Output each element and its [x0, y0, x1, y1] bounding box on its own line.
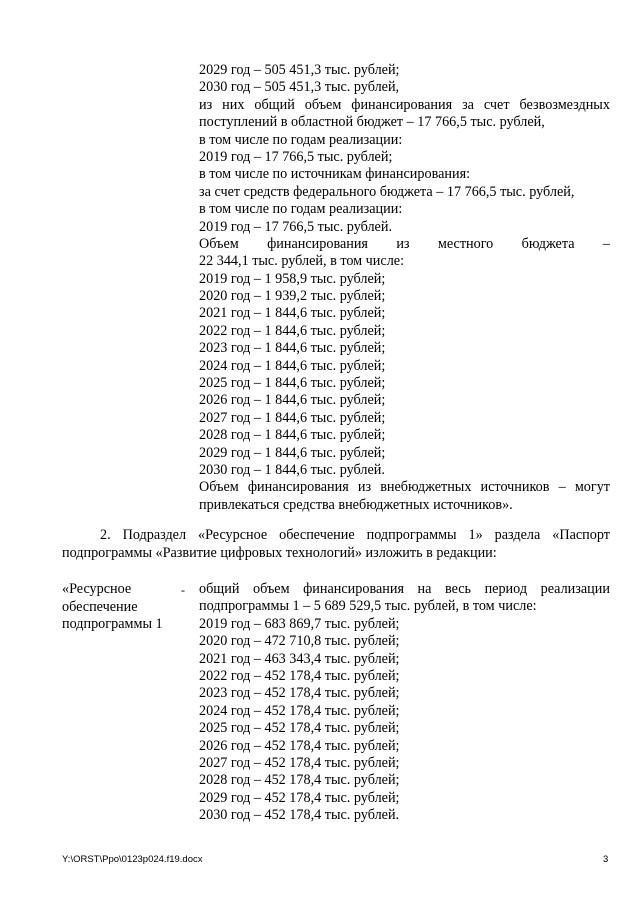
- word: «Ресурсное: [198, 527, 268, 543]
- label-line: подпрограммы 1: [62, 616, 163, 633]
- financing-block-lower: [199, 581, 610, 824]
- label-line: обеспечение: [62, 598, 138, 615]
- word: местного: [437, 235, 494, 252]
- year-line: 2019 год – 683 869,7 тыс. рублей;: [199, 615, 400, 632]
- word: счет: [483, 96, 510, 113]
- word: финансирования: [351, 96, 453, 113]
- word: из: [199, 96, 213, 113]
- word: 1»: [468, 527, 483, 543]
- year-line: 2025 год – 1 844,6 тыс. рублей;: [199, 375, 386, 392]
- year-line: 2028 год – 1 844,6 тыс. рублей;: [199, 427, 386, 444]
- page-number: 3: [603, 854, 609, 865]
- text-line: 2019 год – 17 766,5 тыс. рублей.: [199, 218, 392, 235]
- text-line: 2019 год – 17 766,5 тыс. рублей;: [199, 148, 393, 165]
- word: финансирования: [267, 235, 368, 252]
- text-line: 22 344,1 тыс. рублей, в том числе:: [199, 253, 405, 270]
- year-line: 2023 год – 452 178,4 тыс. рублей;: [199, 685, 400, 702]
- word: внебюджетных: [380, 479, 472, 496]
- year-line: 2026 год – 452 178,4 тыс. рублей;: [199, 737, 400, 754]
- word: весь: [444, 581, 472, 597]
- year-line: 2027 год – 1 844,6 тыс. рублей;: [199, 409, 386, 426]
- word: –: [558, 479, 566, 496]
- word: безвозмездных: [519, 96, 610, 113]
- year-line: 2021 год – 463 343,4 тыс. рублей;: [199, 650, 400, 667]
- word: объем: [304, 96, 342, 113]
- justified-line: [199, 581, 610, 598]
- year-line: 2024 год – 1 844,6 тыс. рублей;: [199, 357, 386, 374]
- word: из: [357, 479, 372, 496]
- text-line: в том числе по годам реализации:: [199, 131, 403, 148]
- year-line: 2029 год – 1 844,6 тыс. рублей;: [199, 444, 386, 461]
- year-line: 2021 год – 1 844,6 тыс. рублей;: [199, 305, 386, 322]
- word: Подраздел: [122, 527, 187, 543]
- justified-line: [62, 527, 610, 545]
- text-line: в том числе по источникам финансирования:: [199, 166, 471, 183]
- text-line: 2029 год – 505 451,3 тыс. рублей;: [199, 62, 400, 78]
- word: источников: [480, 479, 550, 496]
- resource-label: [62, 581, 182, 634]
- file-path: Y:\ORST\Ppo\0123p024.f19.docx: [62, 854, 203, 865]
- year-line: 2019 год – 1 958,9 тыс. рублей;: [199, 270, 386, 287]
- year-line: 2029 год – 452 178,4 тыс. рублей;: [199, 789, 400, 806]
- text-line: за счет средств федерального бюджета – 17 766,5 тыс. рублей,: [199, 183, 575, 200]
- word: из: [396, 235, 410, 252]
- justified-line: [199, 479, 610, 496]
- word: –: [602, 235, 610, 252]
- year-line: 2025 год – 452 178,4 тыс. рублей;: [199, 720, 400, 737]
- word: на: [417, 581, 432, 597]
- text-line: в том числе по годам реализации:: [199, 201, 403, 218]
- word: «Паспорт: [552, 527, 610, 543]
- separator-dash: -: [181, 583, 185, 597]
- word: общий: [254, 96, 295, 113]
- year-line: 2022 год – 1 844,6 тыс. рублей;: [199, 322, 386, 339]
- word: финансирования: [247, 479, 349, 496]
- label-line: «Ресурсное: [62, 581, 132, 597]
- word: бюджета: [521, 235, 575, 252]
- word: Объем: [199, 479, 239, 496]
- year-line: 2026 год – 1 844,6 тыс. рублей;: [199, 392, 386, 409]
- word: Объем: [199, 235, 239, 252]
- year-line: 2022 год – 452 178,4 тыс. рублей;: [199, 667, 400, 684]
- word: общий: [199, 581, 240, 597]
- word: 2.: [100, 527, 111, 543]
- year-line: 2024 год – 452 178,4 тыс. рублей;: [199, 702, 400, 719]
- word: реализации: [540, 581, 610, 597]
- word: могут: [574, 479, 610, 496]
- word: период: [484, 581, 528, 597]
- year-line: 2030 год – 1 844,6 тыс. рублей.: [199, 461, 385, 478]
- word: за: [462, 96, 474, 113]
- year-line: 2020 год – 472 710,8 тыс. рублей;: [199, 633, 400, 650]
- financing-block-upper: [199, 62, 610, 514]
- text-line: подпрограммы 1 – 5 689 529,5 тыс. рублей, в том числе:: [199, 598, 537, 615]
- word: подпрограммы: [366, 527, 457, 543]
- word: объем: [252, 581, 290, 597]
- word: финансирования: [303, 581, 404, 597]
- text-line: привлекаться средства внебюджетных источников».: [199, 496, 513, 513]
- text-line: поступлений в областной бюджет – 17 766,5 тыс. рублей,: [199, 114, 545, 131]
- year-line: 2030 год – 452 178,4 тыс. рублей.: [199, 807, 400, 824]
- year-line: 2023 год – 1 844,6 тыс. рублей;: [199, 340, 386, 357]
- text-line: подпрограммы «Развитие цифровых технологий» изложить в редакции:: [62, 544, 497, 561]
- text-line: 2030 год – 505 451,3 тыс. рублей,: [199, 79, 400, 96]
- paragraph-2: [62, 527, 610, 562]
- word: обеспечение: [279, 527, 355, 543]
- justified-line: [199, 236, 610, 253]
- year-line: 2028 год – 452 178,4 тыс. рублей;: [199, 772, 400, 789]
- year-line: 2020 год – 1 939,2 тыс. рублей;: [199, 288, 386, 305]
- justified-line: [199, 97, 610, 114]
- word: раздела: [494, 527, 541, 543]
- word: них: [222, 96, 245, 113]
- year-line: 2027 год – 452 178,4 тыс. рублей;: [199, 754, 400, 771]
